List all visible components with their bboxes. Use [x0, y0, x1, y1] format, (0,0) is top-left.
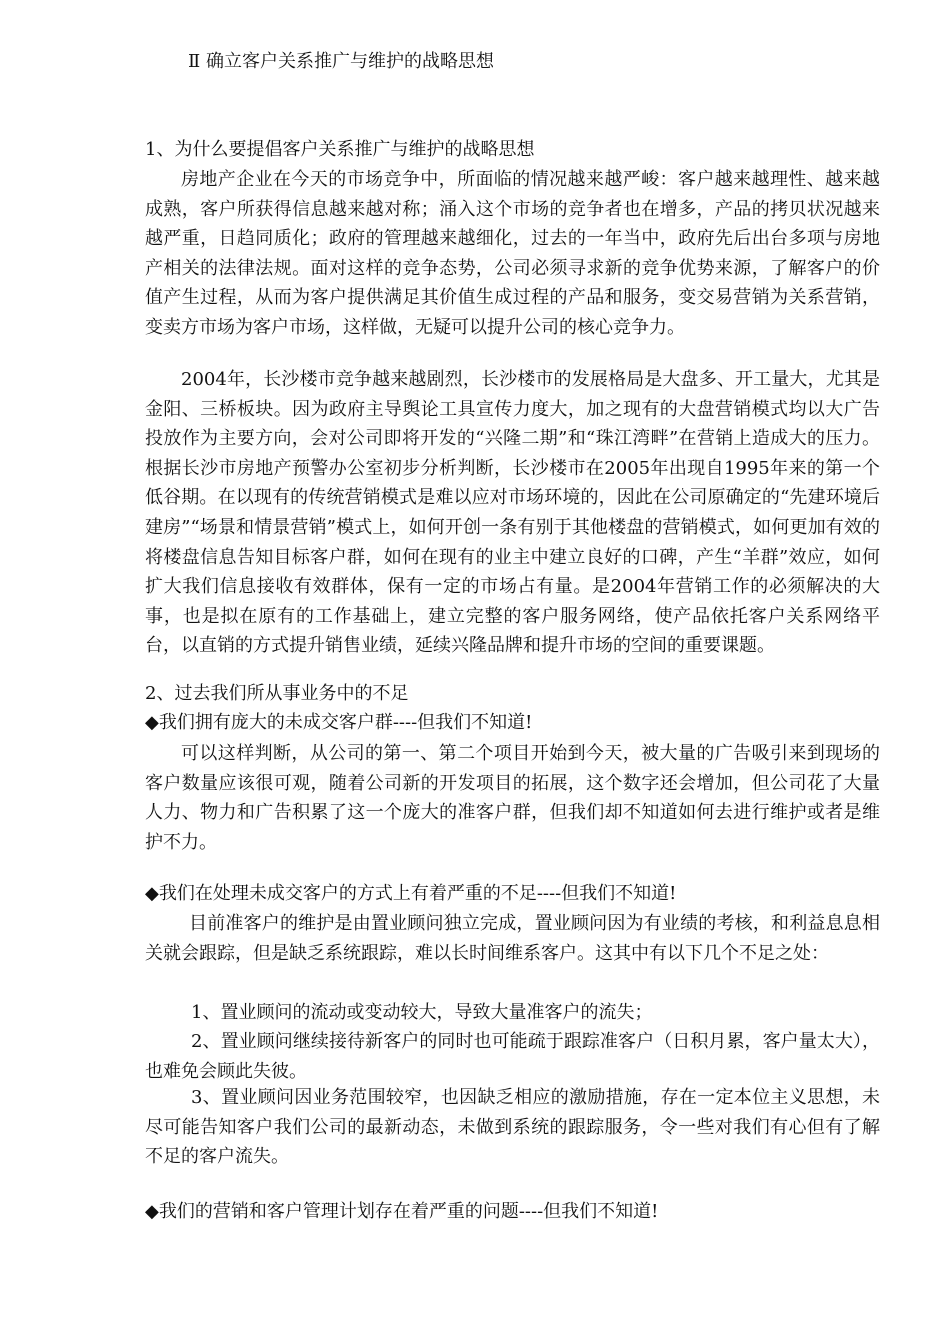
- heading-why: 1、为什么要提倡客户关系推广与维护的战略思想: [145, 139, 535, 160]
- section-title: Ⅱ 确立客户关系推广与维护的战略思想: [188, 51, 494, 72]
- list-item-1: 1、置业顾问的流动或变动较大，导致大量准客户的流失；: [191, 1002, 653, 1023]
- bullet-handling-shortfall: ◆我们在处理未成交客户的方式上有着严重的不足----但我们不知道!: [145, 883, 677, 904]
- heading-shortcomings: 2、过去我们所从事业务中的不足: [145, 683, 409, 704]
- paragraph-market-competition: 房地产企业在今天的市场竞争中，所面临的情况越来越严峻：客户越来越理性、越来越成熟，客户所获得信息越来越对称；涌入这个市场的竞争者也在增多，产品的拷贝状况越来越严重，日趋同质化；政府的管理越来越细化，过去的一年当中，政府先后出台多项与房地产相关的法律法规。面对这样的竞争态势，公司必须寻求新的竞争优势来源，了解客户的价值产生过程，从而为客户提供满足其价值生成过程的产品和服务，变交易营销为关系营销，变卖方市场为客户市场，这样做，无疑可以提升公司的核心竞争力。: [145, 169, 880, 338]
- paragraph-consultant-followup: 目前准客户的维护是由置业顾问独立完成，置业顾问因为有业绩的考核，和利益息息相关就会跟踪，但是缺乏系统跟踪，难以长时间维系客户。这其中有以下几个不足之处：: [145, 913, 880, 964]
- list-item-3: 3、置业顾问因业务范围较窄，也因缺乏相应的激励措施，存在一定本位主义思想，未尽可能告知客户我们公司的最新动态，未做到系统的跟踪服务，令一些对我们有心但有了解不足的客户流失。: [145, 1087, 880, 1168]
- bullet-planning-problems: ◆我们的营销和客户管理计划存在着严重的问题----但我们不知道!: [145, 1201, 659, 1222]
- paragraph-customer-maintenance: 可以这样判断，从公司的第一、第二个项目开始到今天，被大量的广告吸引来到现场的客户数量应该很可观，随着公司新的开发项目的拓展，这个数字还会增加，但公司花了大量人力、物力和广告积累了这一个庞大的准客户群，但我们却不知道如何去进行维护或者是维护不力。: [145, 743, 880, 853]
- bullet-untapped-customers: ◆我们拥有庞大的未成交客户群----但我们不知道!: [145, 712, 533, 733]
- paragraph-changsha-market: 2004年，长沙楼市竞争越来越剧烈，长沙楼市的发展格局是大盘多、开工量大，尤其是金阳、三桥板块。因为政府主导舆论工具宣传力度大，加之现有的大盘营销模式均以大广告投放作为主要方向，会对公司即将开发的“兴隆二期”和“珠江湾畔”在营销上造成大的压力。根据长沙市房地产预警办公室初步分析判断，长沙楼市在2005年出现自1995年来的第一个低谷期。在以现有的传统营销模式是难以应对市场环境的，因此在公司原确定的“先建环境后建房”“场景和情景营销”模式上，如何开创一条有别于其他楼盘的营销模式，如何更加有效的将楼盘信息告知目标客户群，如何在现有的业主中建立良好的口碑，产生“羊群”效应，如何扩大我们信息接收有效群体，保有一定的市场占有量。是2004年营销工作的必须解决的大事，也是拟在原有的工作基础上，建立完整的客户服务网络，使产品依托客户关系网络平台，以直销的方式提升销售业绩，延续兴隆品牌和提升市场的空间的重要课题。: [145, 369, 880, 657]
- list-item-2: 2、置业顾问继续接待新客户的同时也可能疏于跟踪准客户（日积月累，客户量太大），也难免会顾此失彼。: [145, 1031, 880, 1082]
